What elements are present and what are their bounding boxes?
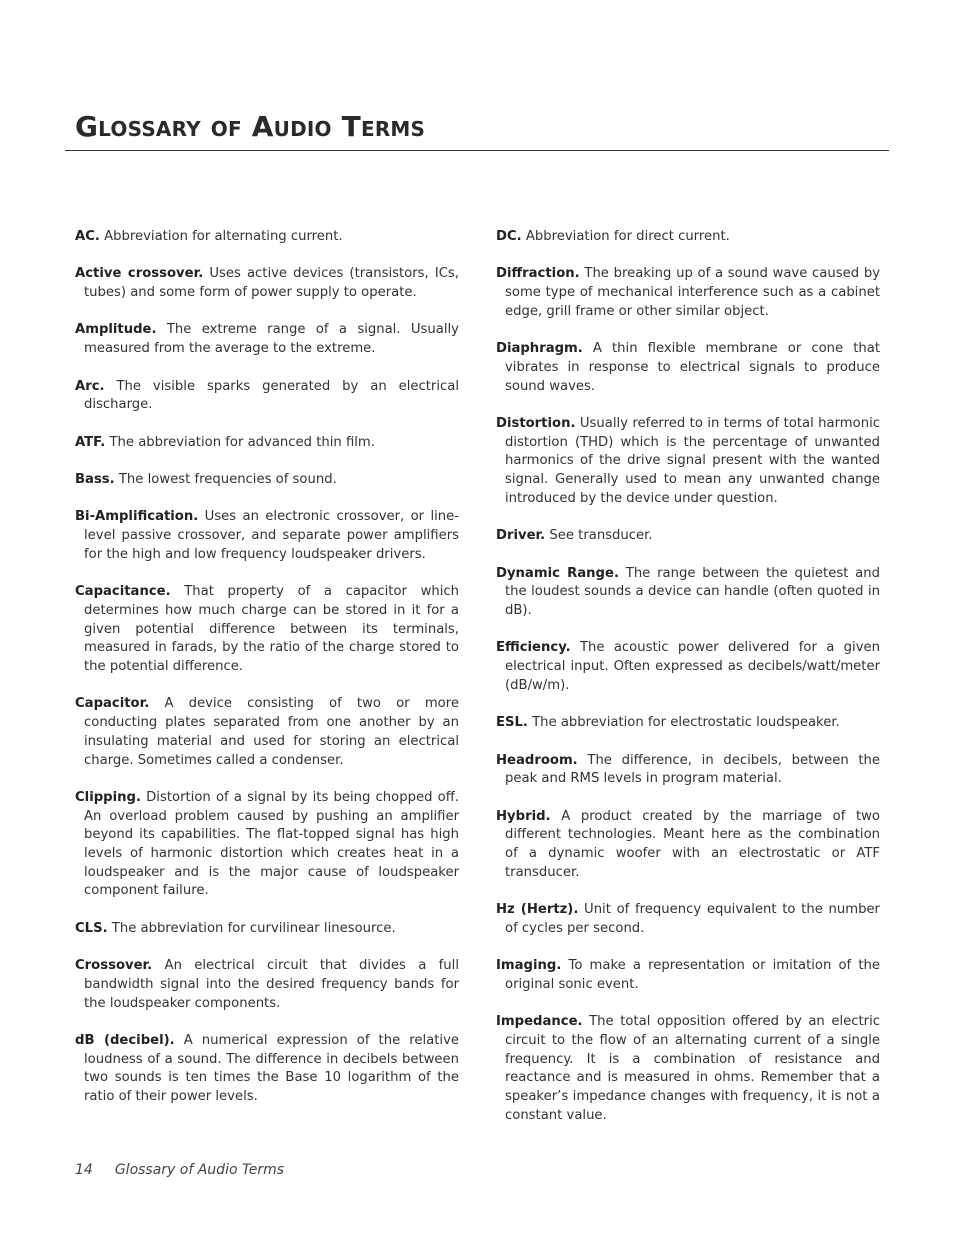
glossary-definition: Uses an electronic crossover, or line-level passive crossover, and separate power amplifiers for the high and low frequency loudspeaker drivers.	[84, 509, 460, 562]
glossary-term: ESL.	[496, 715, 528, 731]
glossary-entry	[496, 752, 880, 789]
glossary-term: ATF.	[75, 434, 106, 450]
glossary-definition: A numerical expression of the relative loudness of a sound. The difference in decibels between two sounds is ten times the Base 10 logarithm of the ratio of their power levels.	[84, 1033, 459, 1105]
glossary-entry	[496, 639, 880, 695]
glossary-entry	[75, 1032, 459, 1107]
glossary-definition: See transducer.	[549, 528, 653, 544]
glossary-term: Active crossover.	[75, 266, 204, 282]
glossary-definition: Uses active devices (transistors, ICs, tubes) and some form of power supply to operate.	[84, 266, 459, 301]
glossary-definition: The abbreviation for curvilinear linesource.	[111, 920, 396, 936]
glossary-term: Hz (Hertz).	[496, 902, 579, 918]
glossary-entry	[496, 957, 880, 994]
page-number: 14	[75, 1162, 93, 1178]
glossary-entry	[75, 321, 459, 358]
glossary-entry	[75, 378, 459, 415]
glossary-term: CLS.	[75, 920, 108, 936]
page-footer	[75, 1162, 284, 1178]
glossary-definition: The extreme range of a signal. Usually measured from the average to the extreme.	[84, 322, 459, 357]
glossary-term: Impedance.	[496, 1014, 583, 1030]
glossary-entry	[75, 789, 459, 901]
glossary-entry	[75, 920, 459, 939]
glossary-term: AC.	[75, 229, 100, 244]
glossary-term: Capacitance.	[75, 584, 171, 600]
glossary-definition: The lowest frequencies of sound.	[118, 472, 337, 488]
page-title: Glossary of Audio Terms	[75, 110, 426, 143]
glossary-term: Imaging.	[496, 958, 562, 974]
glossary-definition: The range between the quietest and the loudest sounds a device can handle (often quoted in dB).	[505, 565, 880, 618]
glossary-entry	[496, 527, 880, 546]
glossary-entry	[496, 228, 880, 247]
glossary-definition: A device consisting of two or more conducting plates separated from one another by an insulating material and used for storing an electrical charge. Sometimes called a condenser.	[84, 696, 459, 768]
glossary-entry	[75, 583, 459, 677]
glossary-term: dB (decibel).	[75, 1033, 175, 1049]
glossary-term: Diaphragm.	[496, 341, 583, 357]
glossary-term: Clipping.	[75, 789, 141, 805]
glossary-definition: The abbreviation for advanced thin film.	[109, 434, 375, 450]
footer-section-title: Glossary of Audio Terms	[114, 1162, 285, 1178]
glossary-definition: The visible sparks generated by an electrical discharge.	[84, 378, 459, 413]
glossary-definition: A thin flexible membrane or cone that vibrates in response to electrical signals to produce sound waves.	[505, 341, 880, 394]
glossary-entry	[75, 434, 459, 453]
glossary-definition: Usually referred to in terms of total harmonic distortion (THD) which is the percentage of unwanted harmonics of the drive signal present with the wanted signal. Generally used to mean any unwanted change introduced by the device under question.	[505, 415, 880, 506]
glossary-definition: Unit of frequency equivalent to the number of cycles per second.	[505, 902, 880, 936]
glossary-term: DC.	[496, 229, 522, 244]
glossary-definition: An electrical circuit that divides a full bandwidth signal into the desired frequency bands for the loudspeaker components.	[84, 958, 459, 1011]
glossary-entry	[496, 265, 880, 321]
glossary-term: Bi-Amplification.	[75, 509, 199, 525]
glossary-term: Hybrid.	[496, 808, 551, 824]
glossary-entry	[496, 901, 880, 938]
glossary-term: Efficiency.	[496, 640, 571, 656]
glossary-definition: Abbreviation for direct current.	[525, 229, 730, 244]
glossary-definition: Distortion of a signal by its being chopped off. An overload problem caused by pushing an amplifier beyond its capabilities. The flat-topped signal has high levels of harmonic distortion which creates heat in a loudspeaker and is the major cause of loudspeaker component failure.	[84, 789, 459, 899]
glossary-left-column	[75, 228, 459, 1126]
glossary-term: Crossover.	[75, 958, 153, 974]
glossary-term: Capacitor.	[75, 696, 150, 712]
glossary-entry	[496, 415, 880, 509]
glossary-term: Dynamic Range.	[496, 565, 619, 581]
glossary-entry	[75, 471, 459, 490]
glossary-definition: To make a representation or imitation of the original sonic event.	[505, 958, 880, 992]
glossary-term: Diffraction.	[496, 266, 580, 282]
glossary-right-column	[496, 228, 880, 1144]
glossary-entry	[496, 340, 880, 396]
title-divider	[65, 150, 889, 151]
glossary-entry	[496, 714, 880, 733]
glossary-entry	[75, 957, 459, 1013]
glossary-definition: A product created by the marriage of two different technologies. Meant here as the combination of a dynamic woofer with an electrostatic or ATF transducer.	[505, 808, 881, 880]
glossary-entry	[75, 508, 459, 564]
glossary-definition: That property of a capacitor which determines how much charge can be stored in it for a given potential difference between its terminals, measured in farads, by the ratio of the charge stored to the potential difference.	[84, 584, 459, 675]
glossary-definition: The abbreviation for electrostatic loudspeaker.	[532, 715, 840, 731]
glossary-term: Driver.	[496, 528, 546, 544]
glossary-definition: Abbreviation for alternating current.	[104, 229, 343, 244]
glossary-entry	[496, 1013, 880, 1125]
glossary-term: Distortion.	[496, 415, 576, 431]
glossary-term: Arc.	[75, 378, 105, 394]
glossary-definition: The breaking up of a sound wave caused by some type of mechanical interference such as a cabinet edge, grill frame or other similar object.	[505, 266, 880, 319]
glossary-entry	[496, 565, 880, 621]
glossary-entry	[75, 695, 459, 770]
glossary-definition: The total opposition offered by an electric circuit to the flow of an alternating current of a single frequency. It is a combination of resistance and reactance and is measured in ohms. Remember that a speaker’s impedance changes with frequency, it is not a constant value.	[505, 1014, 880, 1123]
glossary-definition: The acoustic power delivered for a given electrical input. Often expressed as decibels/watt/meter (dB/w/m).	[505, 640, 880, 693]
glossary-definition: The difference, in decibels, between the peak and RMS levels in program material.	[505, 752, 880, 787]
glossary-term: Amplitude.	[75, 322, 157, 338]
glossary-entry	[75, 265, 459, 302]
glossary-entry	[496, 808, 880, 883]
glossary-term: Bass.	[75, 472, 115, 488]
glossary-term: Headroom.	[496, 752, 578, 768]
glossary-entry	[75, 228, 459, 247]
